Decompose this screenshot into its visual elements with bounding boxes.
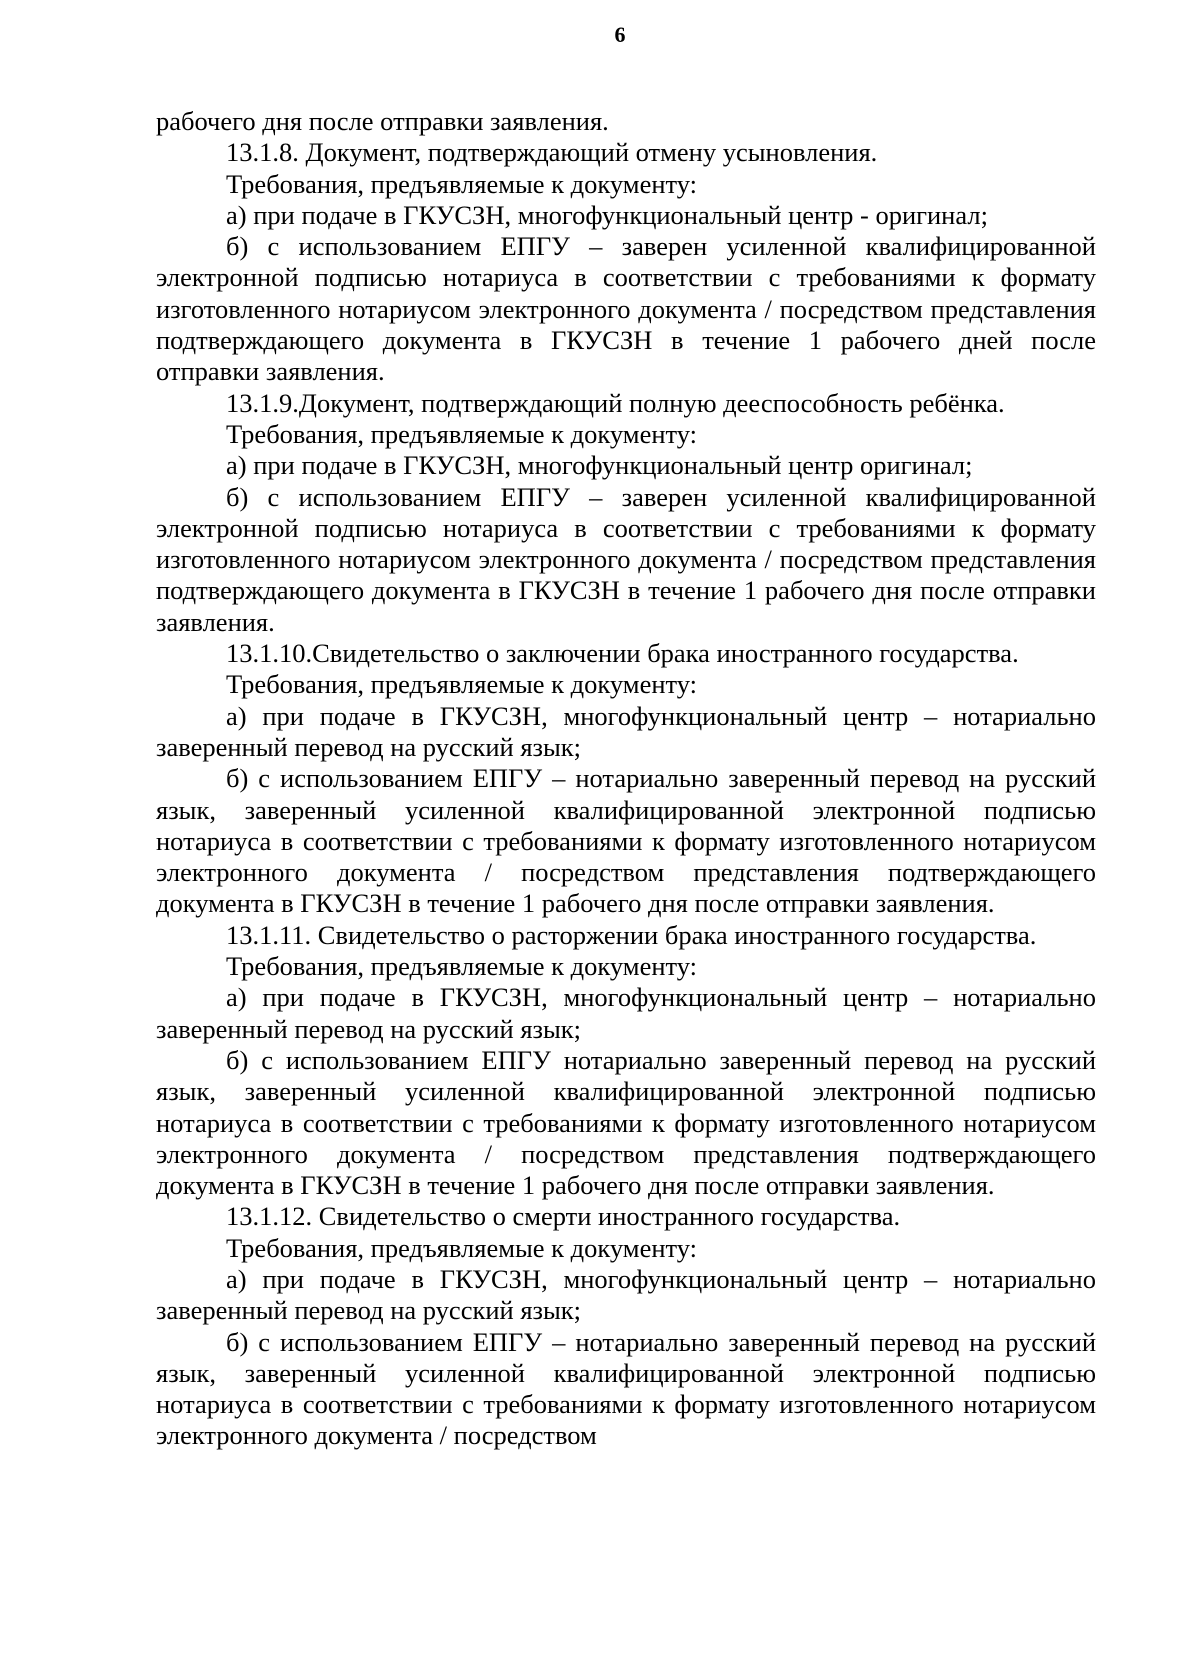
paragraph: а) при подаче в ГКУСЗН, многофункциональный центр - оригинал; [226, 199, 988, 230]
paragraph: 13.1.11. Свидетельство о расторжении брака иностранного государства. [226, 919, 1037, 950]
paragraph: Требования, предъявляемые к документу: [226, 951, 698, 982]
paragraph: Требования, предъявляемые к документу: [226, 418, 698, 449]
paragraph: б) с использованием ЕПГУ – заверен усиленной квалифицированной электронной подписью нотариуса в соответствии с требованиями к формату изготовленного нотариусом электронного документа / посредством представления подтверждающего документа в ГКУСЗН в течение 1 рабочего дней после отправки заявления. [156, 231, 1096, 387]
paragraph: Требования, предъявляемые к документу: [226, 1232, 698, 1263]
paragraph: б) с использованием ЕПГУ – нотариально заверенный перевод на русский язык, заверенный усиленной квалифицированной электронной подписью нотариуса в соответствии с требованиями к формату изготовленного нотариусом электронного документа / посредством представления подтверждающего документа в ГКУСЗН в течение 1 рабочего дня после отправки заявления. [156, 763, 1096, 919]
paragraph: б) с использованием ЕПГУ нотариально заверенный перевод на русский язык, заверенный усиленной квалифицированной электронной подписью нотариуса в соответствии с требованиями к формату изготовленного нотариусом электронного документа / посредством представления подтверждающего документа в ГКУСЗН в течение 1 рабочего дня после отправки заявления. [156, 1044, 1096, 1201]
paragraph: 13.1.8. Документ, подтверждающий отмену усыновления. [226, 137, 878, 168]
paragraph: 13.1.10.Свидетельство о заключении брака иностранного государства. [226, 638, 1019, 669]
paragraph: Требования, предъявляемые к документу: [226, 168, 698, 199]
paragraph: б) с использованием ЕПГУ – нотариально заверенный перевод на русский язык, заверенный усиленной квалифицированной электронной подписью нотариуса в соответствии с требованиями к формату изготовленного нотариусом электронного документа / посредством [156, 1326, 1096, 1451]
paragraph: 13.1.12. Свидетельство о смерти иностранного государства. [226, 1201, 901, 1232]
paragraph: а) при подаче в ГКУСЗН, многофункциональный центр – нотариально заверенный перевод на русский язык; [156, 1263, 1096, 1326]
document-body [156, 106, 1096, 1452]
paragraph: а) при подаче в ГКУСЗН, многофункциональный центр – нотариально заверенный перевод на русский язык; [156, 982, 1096, 1044]
page-number: 6 [614, 22, 626, 47]
paragraph: б) с использованием ЕПГУ – заверен усиленной квалифицированной электронной подписью нотариуса в соответствии с требованиями к формату изготовленного нотариусом электронного документа / посредством представления подтверждающего документа в ГКУСЗН в течение 1 рабочего дня после отправки заявления. [156, 481, 1096, 637]
paragraph: рабочего дня после отправки заявления. [156, 106, 609, 136]
paragraph: Требования, предъявляемые к документу: [226, 669, 698, 700]
paragraph: а) при подаче в ГКУСЗН, многофункциональный центр – нотариально заверенный перевод на русский язык; [156, 700, 1096, 762]
paragraph: а) при подаче в ГКУСЗН, многофункциональный центр оригинал; [226, 450, 973, 481]
paragraph: 13.1.9.Документ, подтверждающий полную дееспособность ребёнка. [226, 387, 1005, 418]
